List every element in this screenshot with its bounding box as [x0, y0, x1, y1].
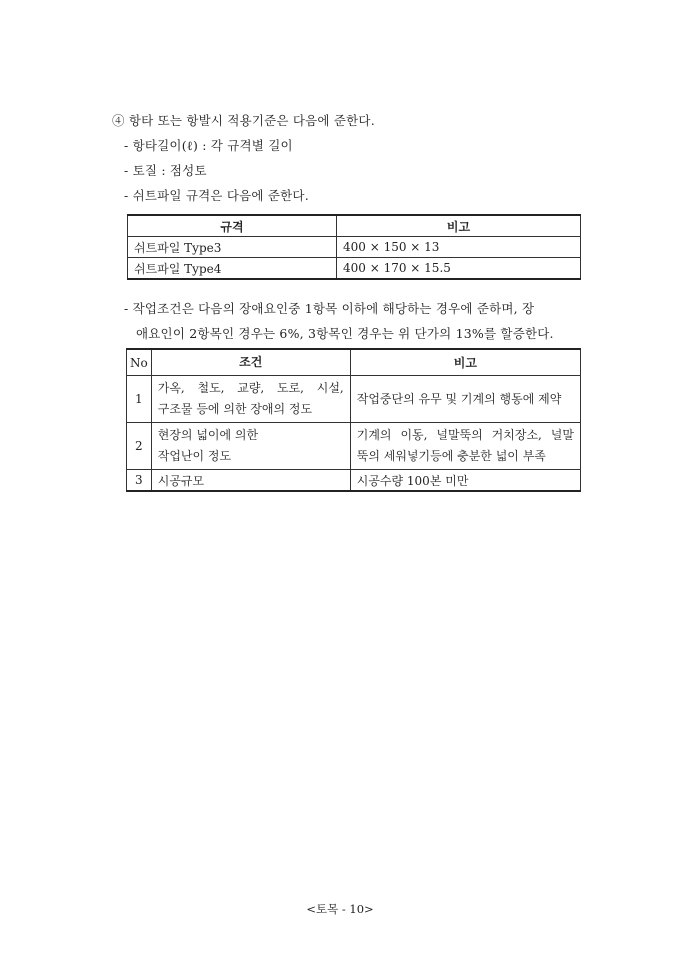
- condition-cell: [151, 376, 350, 423]
- row-number: 3: [127, 470, 152, 492]
- section-heading: ④ 항타 또는 항발시 적용기준은 다음에 준한다.: [112, 113, 375, 128]
- spec-cell: 쉬트파일 Type4: [128, 258, 337, 280]
- remark-cell: 400 × 150 × 13: [337, 237, 581, 258]
- paragraph-line-2: 애요인이 2항목인 경우는 6%, 3항목인 경우는 위 단가의 13%를 할증한다.: [136, 326, 554, 341]
- bullet-pile-length: - 항타길이(ℓ) : 각 규격별 길이: [124, 138, 293, 153]
- remark-line: 뚝의 세워넣기등에 충분한 넓이 부족: [356, 449, 546, 463]
- row-number: 2: [127, 423, 152, 470]
- spec-header-spec: 규격: [128, 215, 337, 237]
- table-row: [127, 470, 581, 492]
- condition-cell: 시공규모: [151, 470, 350, 492]
- row-number: 1: [127, 376, 152, 423]
- bullet-sheet-pile-spec: - 쉬트파일 규격은 다음에 준한다.: [124, 188, 309, 203]
- spec-table-header: [128, 215, 581, 237]
- condition-line: 구조물 등에 의한 장애의 정도: [157, 402, 313, 416]
- condition-line: 작업난이 정도: [157, 449, 232, 463]
- remark-line: 기계의 이동, 널말뚝의 거치장소, 널말: [356, 428, 574, 442]
- condition-table-header: [127, 349, 581, 376]
- condition-table: [126, 348, 581, 492]
- page-footer: <토목 - 10>: [306, 902, 374, 916]
- header-condition: 조건: [151, 349, 350, 376]
- paragraph-line-1: - 작업조건은 다음의 장애요인중 1항목 이하에 해당하는 경우에 준하며, 장: [124, 301, 535, 316]
- remark-cell: [350, 376, 580, 423]
- work-condition-paragraph: [124, 296, 584, 346]
- remark-cell: 시공수량 100본 미만: [350, 470, 580, 492]
- table-row: [127, 376, 581, 423]
- bullet-soil: - 토질 : 점성토: [124, 163, 207, 178]
- spec-cell: 쉬트파일 Type3: [128, 237, 337, 258]
- table-row: [128, 258, 581, 280]
- header-no: No: [127, 349, 152, 376]
- remark-line: 작업중단의 유무 및 기계의 행동에 제약: [356, 391, 562, 406]
- remark-cell: 400 × 170 × 15.5: [337, 258, 581, 280]
- remark-cell: [350, 423, 580, 470]
- spec-header-remark: 비고: [337, 215, 581, 237]
- table-row: [127, 423, 581, 470]
- header-remark: 비고: [350, 349, 580, 376]
- table-row: [128, 237, 581, 258]
- condition-cell: [151, 423, 350, 470]
- condition-line: 가옥, 철도, 교량, 도로, 시설,: [157, 381, 344, 395]
- condition-line: 현장의 넓이에 의한: [157, 428, 259, 442]
- spec-table: [127, 214, 581, 280]
